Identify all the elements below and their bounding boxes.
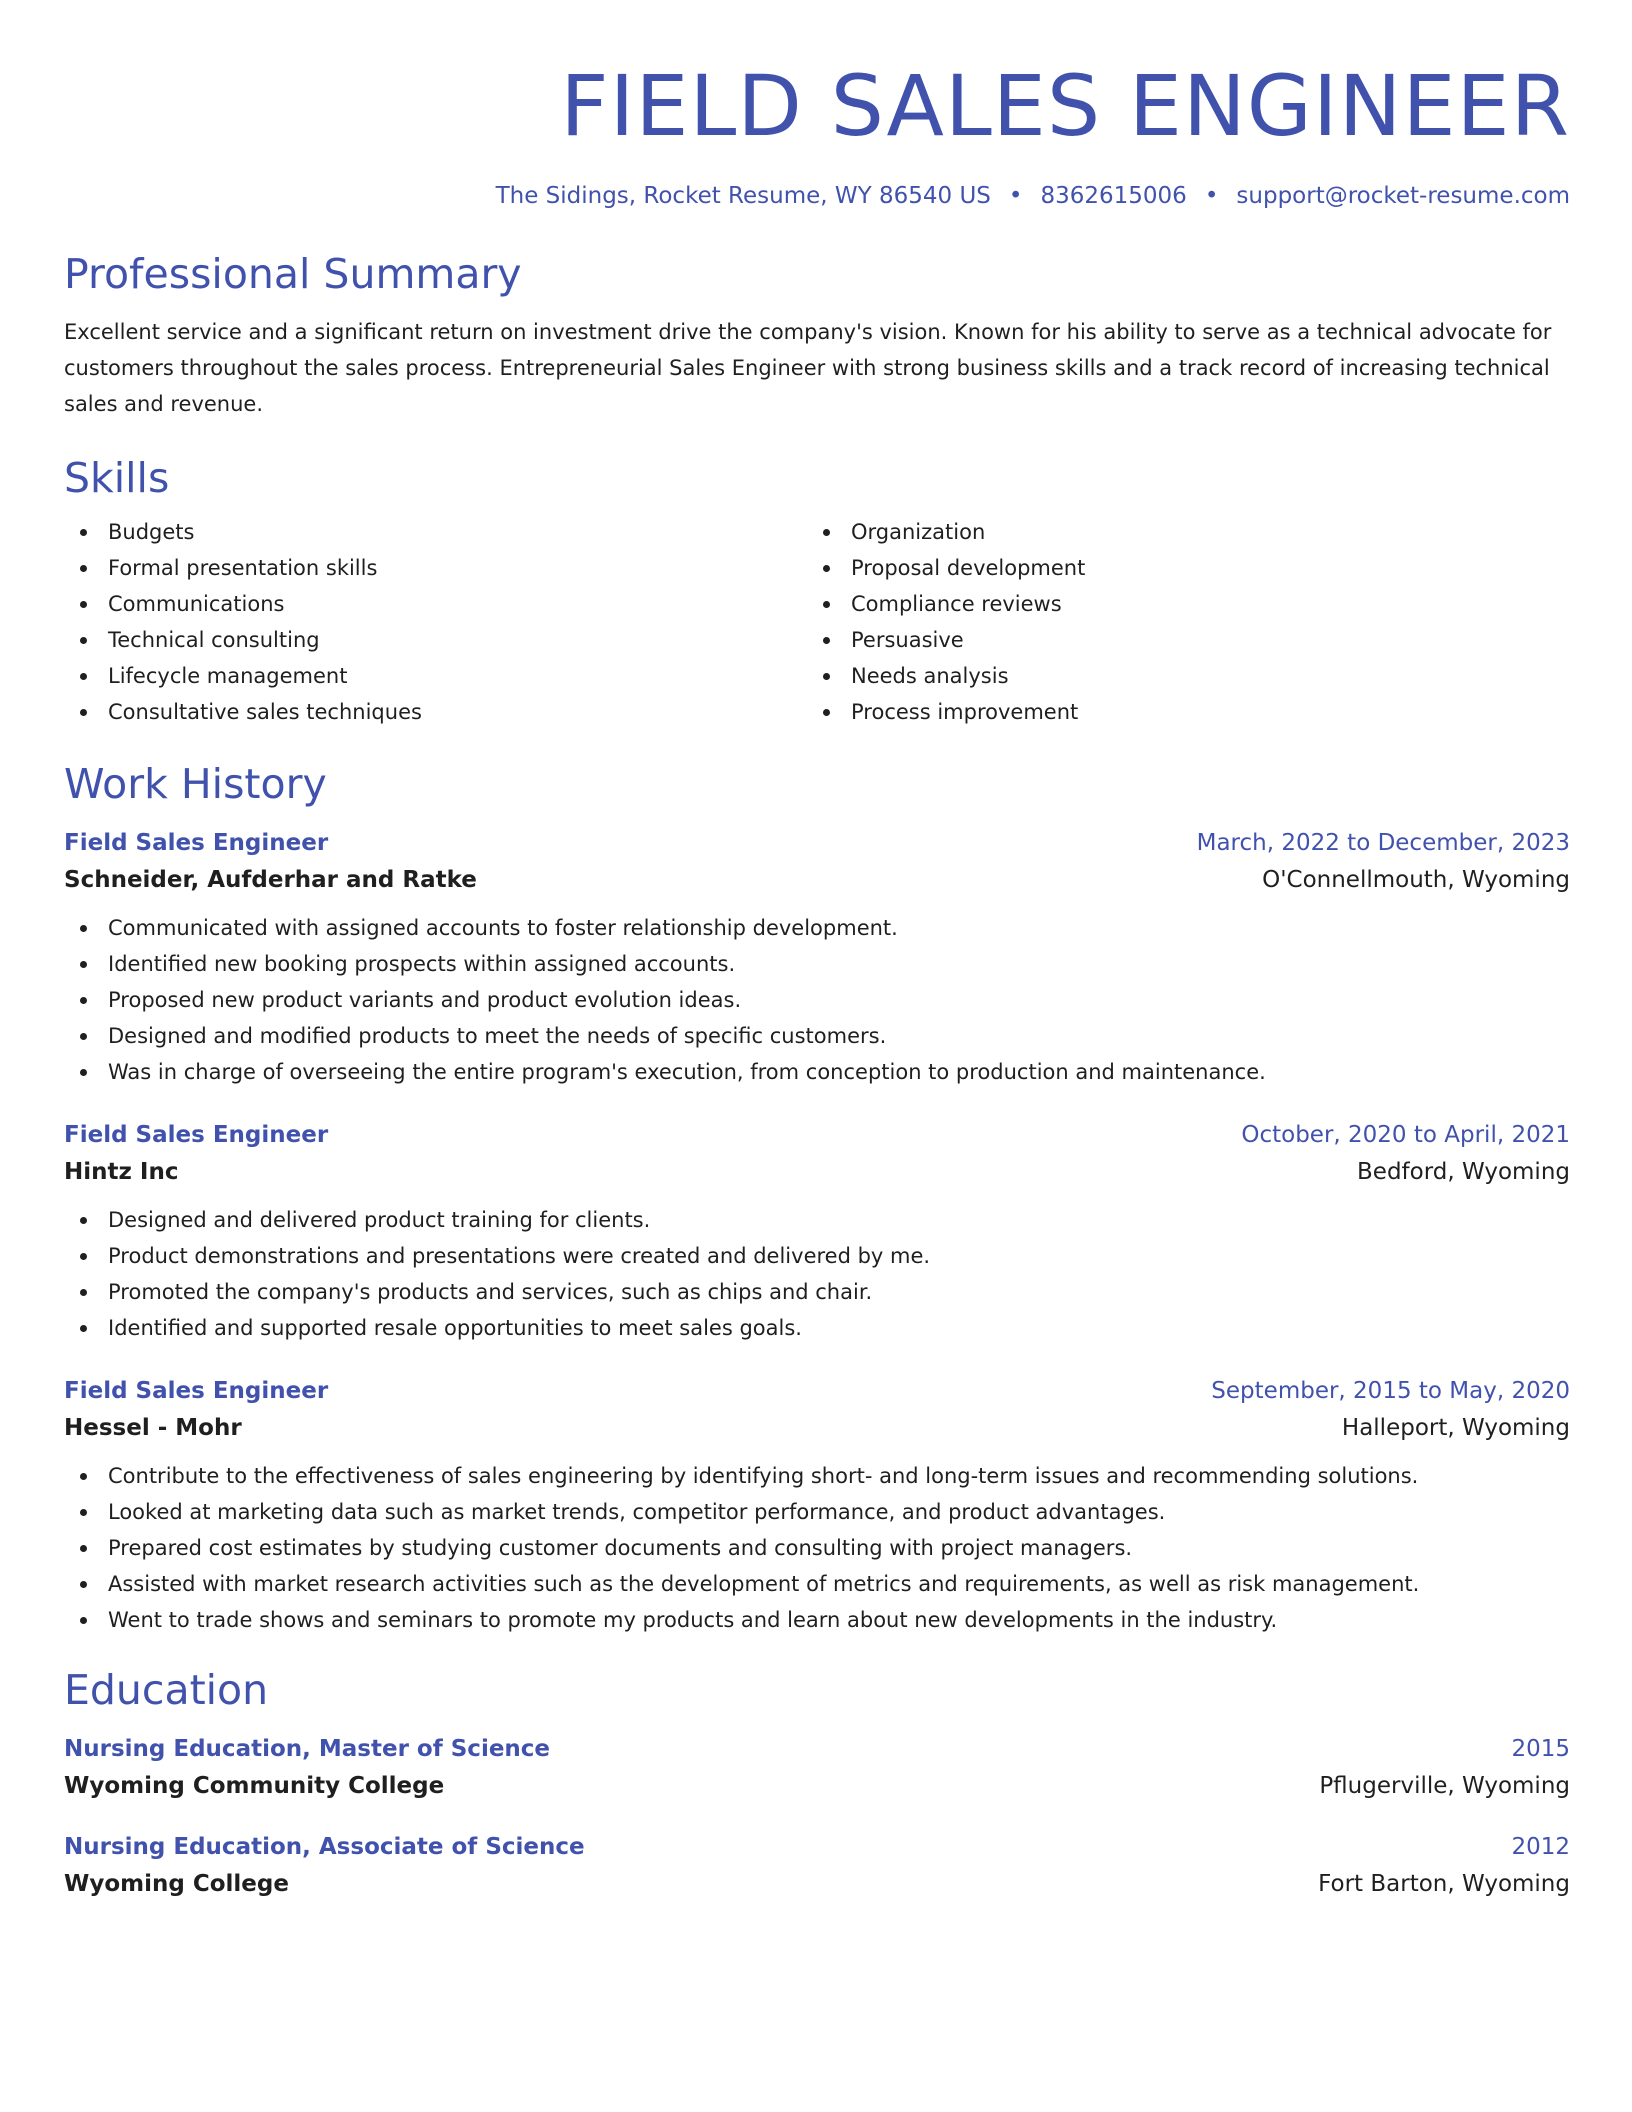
job-bullets	[64, 1202, 1570, 1346]
contact-phone: 8362615006	[1040, 183, 1187, 209]
job-subheader	[64, 1408, 1570, 1448]
job-bullet: Contribute to the effectiveness of sales engineering by identifying short- and long-term issues and recommending solutions.	[64, 1458, 1570, 1494]
education-degree: Nursing Education, Master of Science	[64, 1736, 551, 1762]
job-header	[64, 826, 1570, 860]
contact-separator: •	[1008, 183, 1023, 209]
education-header	[64, 1830, 1570, 1864]
job-location: Halleport, Wyoming	[1341, 1415, 1570, 1441]
education-school: Wyoming College	[64, 1871, 289, 1897]
skills-heading: Skills	[64, 454, 170, 502]
job-bullet: Proposed new product variants and product evolution ideas.	[64, 982, 1570, 1018]
job-bullets	[64, 910, 1570, 1090]
education-heading: Education	[64, 1666, 269, 1714]
job-role: Field Sales Engineer	[64, 1378, 329, 1404]
job-role: Field Sales Engineer	[64, 1122, 329, 1148]
education-year: 2012	[1511, 1834, 1570, 1860]
job-company: Schneider, Aufderhar and Ratke	[64, 867, 477, 893]
summary-text: Excellent service and a significant return on investment drive the company's vision. Known for his ability to serve as a technical advocate for customers throughout the sales process. Entrepreneurial Sales Engineer with strong business skills and a track record of increasing technical sales and revenue.	[64, 320, 1552, 416]
education-location: Fort Barton, Wyoming	[1318, 1871, 1570, 1897]
job-subheader	[64, 860, 1570, 900]
job-bullet: Designed and modified products to meet the needs of specific customers.	[64, 1018, 1570, 1054]
job-company: Hintz Inc	[64, 1159, 179, 1185]
job-bullet: Identified and supported resale opportunities to meet sales goals.	[64, 1310, 1570, 1346]
job-entry	[64, 826, 1570, 1090]
job-dates: October, 2020 to April, 2021	[1241, 1122, 1570, 1148]
education-subheader	[64, 1766, 1570, 1806]
job-bullet: Identified new booking prospects within assigned accounts.	[64, 946, 1570, 982]
skill-item: Compliance reviews	[807, 586, 1550, 622]
work-history-heading: Work History	[64, 760, 327, 808]
job-role: Field Sales Engineer	[64, 830, 329, 856]
contact-address: The Sidings, Rocket Resume, WY 86540 US	[495, 183, 991, 209]
skill-item: Formal presentation skills	[64, 550, 807, 586]
skills-list	[64, 514, 1570, 730]
job-bullet: Prepared cost estimates by studying customer documents and consulting with project managers.	[64, 1530, 1570, 1566]
job-entry	[64, 1118, 1570, 1346]
job-dates: March, 2022 to December, 2023	[1196, 830, 1570, 856]
job-bullet: Communicated with assigned accounts to foster relationship development.	[64, 910, 1570, 946]
job-bullets	[64, 1458, 1570, 1638]
resume-page	[64, 56, 1570, 1904]
job-bullet: Was in charge of overseeing the entire program's execution, from conception to production and maintenance.	[64, 1054, 1570, 1090]
job-location: O'Connellmouth, Wyoming	[1262, 867, 1570, 893]
job-bullet: Assisted with market research activities such as the development of metrics and requirements, as well as risk management.	[64, 1566, 1570, 1602]
job-bullet: Looked at marketing data such as market trends, competitor performance, and product advantages.	[64, 1494, 1570, 1530]
skill-item: Persuasive	[807, 622, 1550, 658]
contact-email: support@rocket-resume.com	[1236, 183, 1570, 209]
skill-item: Needs analysis	[807, 658, 1550, 694]
skills-column-left	[64, 514, 807, 730]
education-degree: Nursing Education, Associate of Science	[64, 1834, 585, 1860]
education-year: 2015	[1511, 1736, 1570, 1762]
job-entry	[64, 1374, 1570, 1638]
education-subheader	[64, 1864, 1570, 1904]
education-school: Wyoming Community College	[64, 1773, 445, 1799]
skill-item: Communications	[64, 586, 807, 622]
skill-item: Process improvement	[807, 694, 1550, 730]
job-header	[64, 1118, 1570, 1152]
skill-item: Consultative sales techniques	[64, 694, 807, 730]
job-header	[64, 1374, 1570, 1408]
skill-item: Proposal development	[807, 550, 1550, 586]
job-location: Bedford, Wyoming	[1357, 1159, 1570, 1185]
skills-column-right	[807, 514, 1550, 730]
contact-separator: •	[1204, 183, 1219, 209]
resume-name: FIELD SALES ENGINEER	[560, 57, 1570, 155]
education-header	[64, 1732, 1570, 1766]
job-bullet: Designed and delivered product training for clients.	[64, 1202, 1570, 1238]
education-entry	[64, 1830, 1570, 1904]
education-entry	[64, 1732, 1570, 1806]
job-bullet: Promoted the company's products and services, such as chips and chair.	[64, 1274, 1570, 1310]
skill-item: Budgets	[64, 514, 807, 550]
job-dates: September, 2015 to May, 2020	[1211, 1378, 1570, 1404]
job-bullet: Went to trade shows and seminars to promote my products and learn about new developments in the industry.	[64, 1602, 1570, 1638]
education-location: Pflugerville, Wyoming	[1319, 1773, 1570, 1799]
job-subheader	[64, 1152, 1570, 1192]
summary-heading: Professional Summary	[64, 250, 522, 298]
job-company: Hessel - Mohr	[64, 1415, 242, 1441]
skill-item: Lifecycle management	[64, 658, 807, 694]
job-bullet: Product demonstrations and presentations were created and delivered by me.	[64, 1238, 1570, 1274]
skill-item: Organization	[807, 514, 1550, 550]
skill-item: Technical consulting	[64, 622, 807, 658]
contact-line	[64, 180, 1570, 212]
